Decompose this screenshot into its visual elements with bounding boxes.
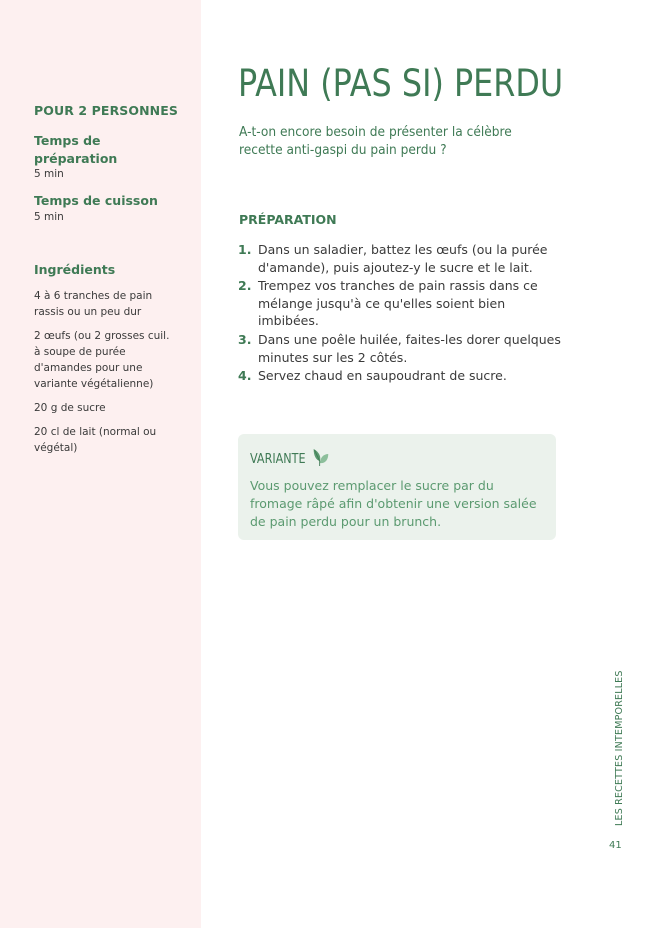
ingredients-heading: Ingrédients (34, 262, 116, 277)
ingredient-item: 20 g de sucre (34, 402, 106, 414)
step-number: 1. (238, 242, 252, 257)
step-number: 2. (238, 278, 252, 294)
step-text: Dans un saladier, battez les œufs (ou la purée d'amande), puis ajoutez-y le sucre et le lait. (258, 242, 548, 275)
variant-text: Vous pouvez remplacer le sucre par du fromage râpé afin d'obtenir une version salée de pain perdu pour un brunch. (250, 478, 537, 529)
step-number: 3. (238, 331, 252, 347)
running-head: LES RECETTES INTEMPORELLES (614, 670, 625, 826)
step-text: Servez chaud en saupoudrant de sucre. (258, 368, 507, 384)
cook-time-value: 5 min (34, 211, 64, 223)
ingredients-list (34, 288, 174, 464)
ingredient-item: 2 œufs (ou 2 grosses cuil. à soupe de purée d'amandes pour une variante végétalienne) (34, 330, 170, 390)
variant-title-text: VARIANTE (250, 451, 306, 467)
ingredient-item: 20 cl de lait (normal ou végétal) (34, 426, 157, 454)
leaf-icon (311, 446, 330, 472)
preparation-steps (238, 241, 568, 386)
variant-box (238, 434, 556, 540)
variant-title (250, 446, 330, 472)
ingredient-item: 4 à 6 tranches de pain rassis ou un peu dur (34, 290, 153, 318)
prep-time-label: Temps de préparation (34, 133, 118, 166)
cook-time-label: Temps de cuisson (34, 193, 158, 208)
recipe-intro: A-t-on encore besoin de présenter la célèbre recette anti-gaspi du pain perdu ? (239, 125, 512, 158)
prep-time-value: 5 min (34, 168, 64, 180)
servings: POUR 2 PERSONNES (34, 103, 178, 118)
page-number: 41 (609, 840, 622, 851)
step-item (238, 367, 568, 385)
step-item (238, 241, 568, 276)
step-text: Dans une poêle huilée, faites-les dorer quelques minutes sur les 2 côtés. (258, 331, 561, 365)
step-item (238, 331, 568, 366)
preparation-heading: PRÉPARATION (239, 212, 337, 227)
step-item (238, 277, 568, 330)
step-text: Trempez vos tranches de pain rassis dans ce mélange jusqu'à ce qu'elles soient bien imbibées. (258, 278, 538, 329)
recipe-title: PAIN (PAS SI) PERDU (238, 62, 564, 105)
step-number: 4. (238, 368, 252, 384)
recipe-sidebar (0, 0, 201, 928)
